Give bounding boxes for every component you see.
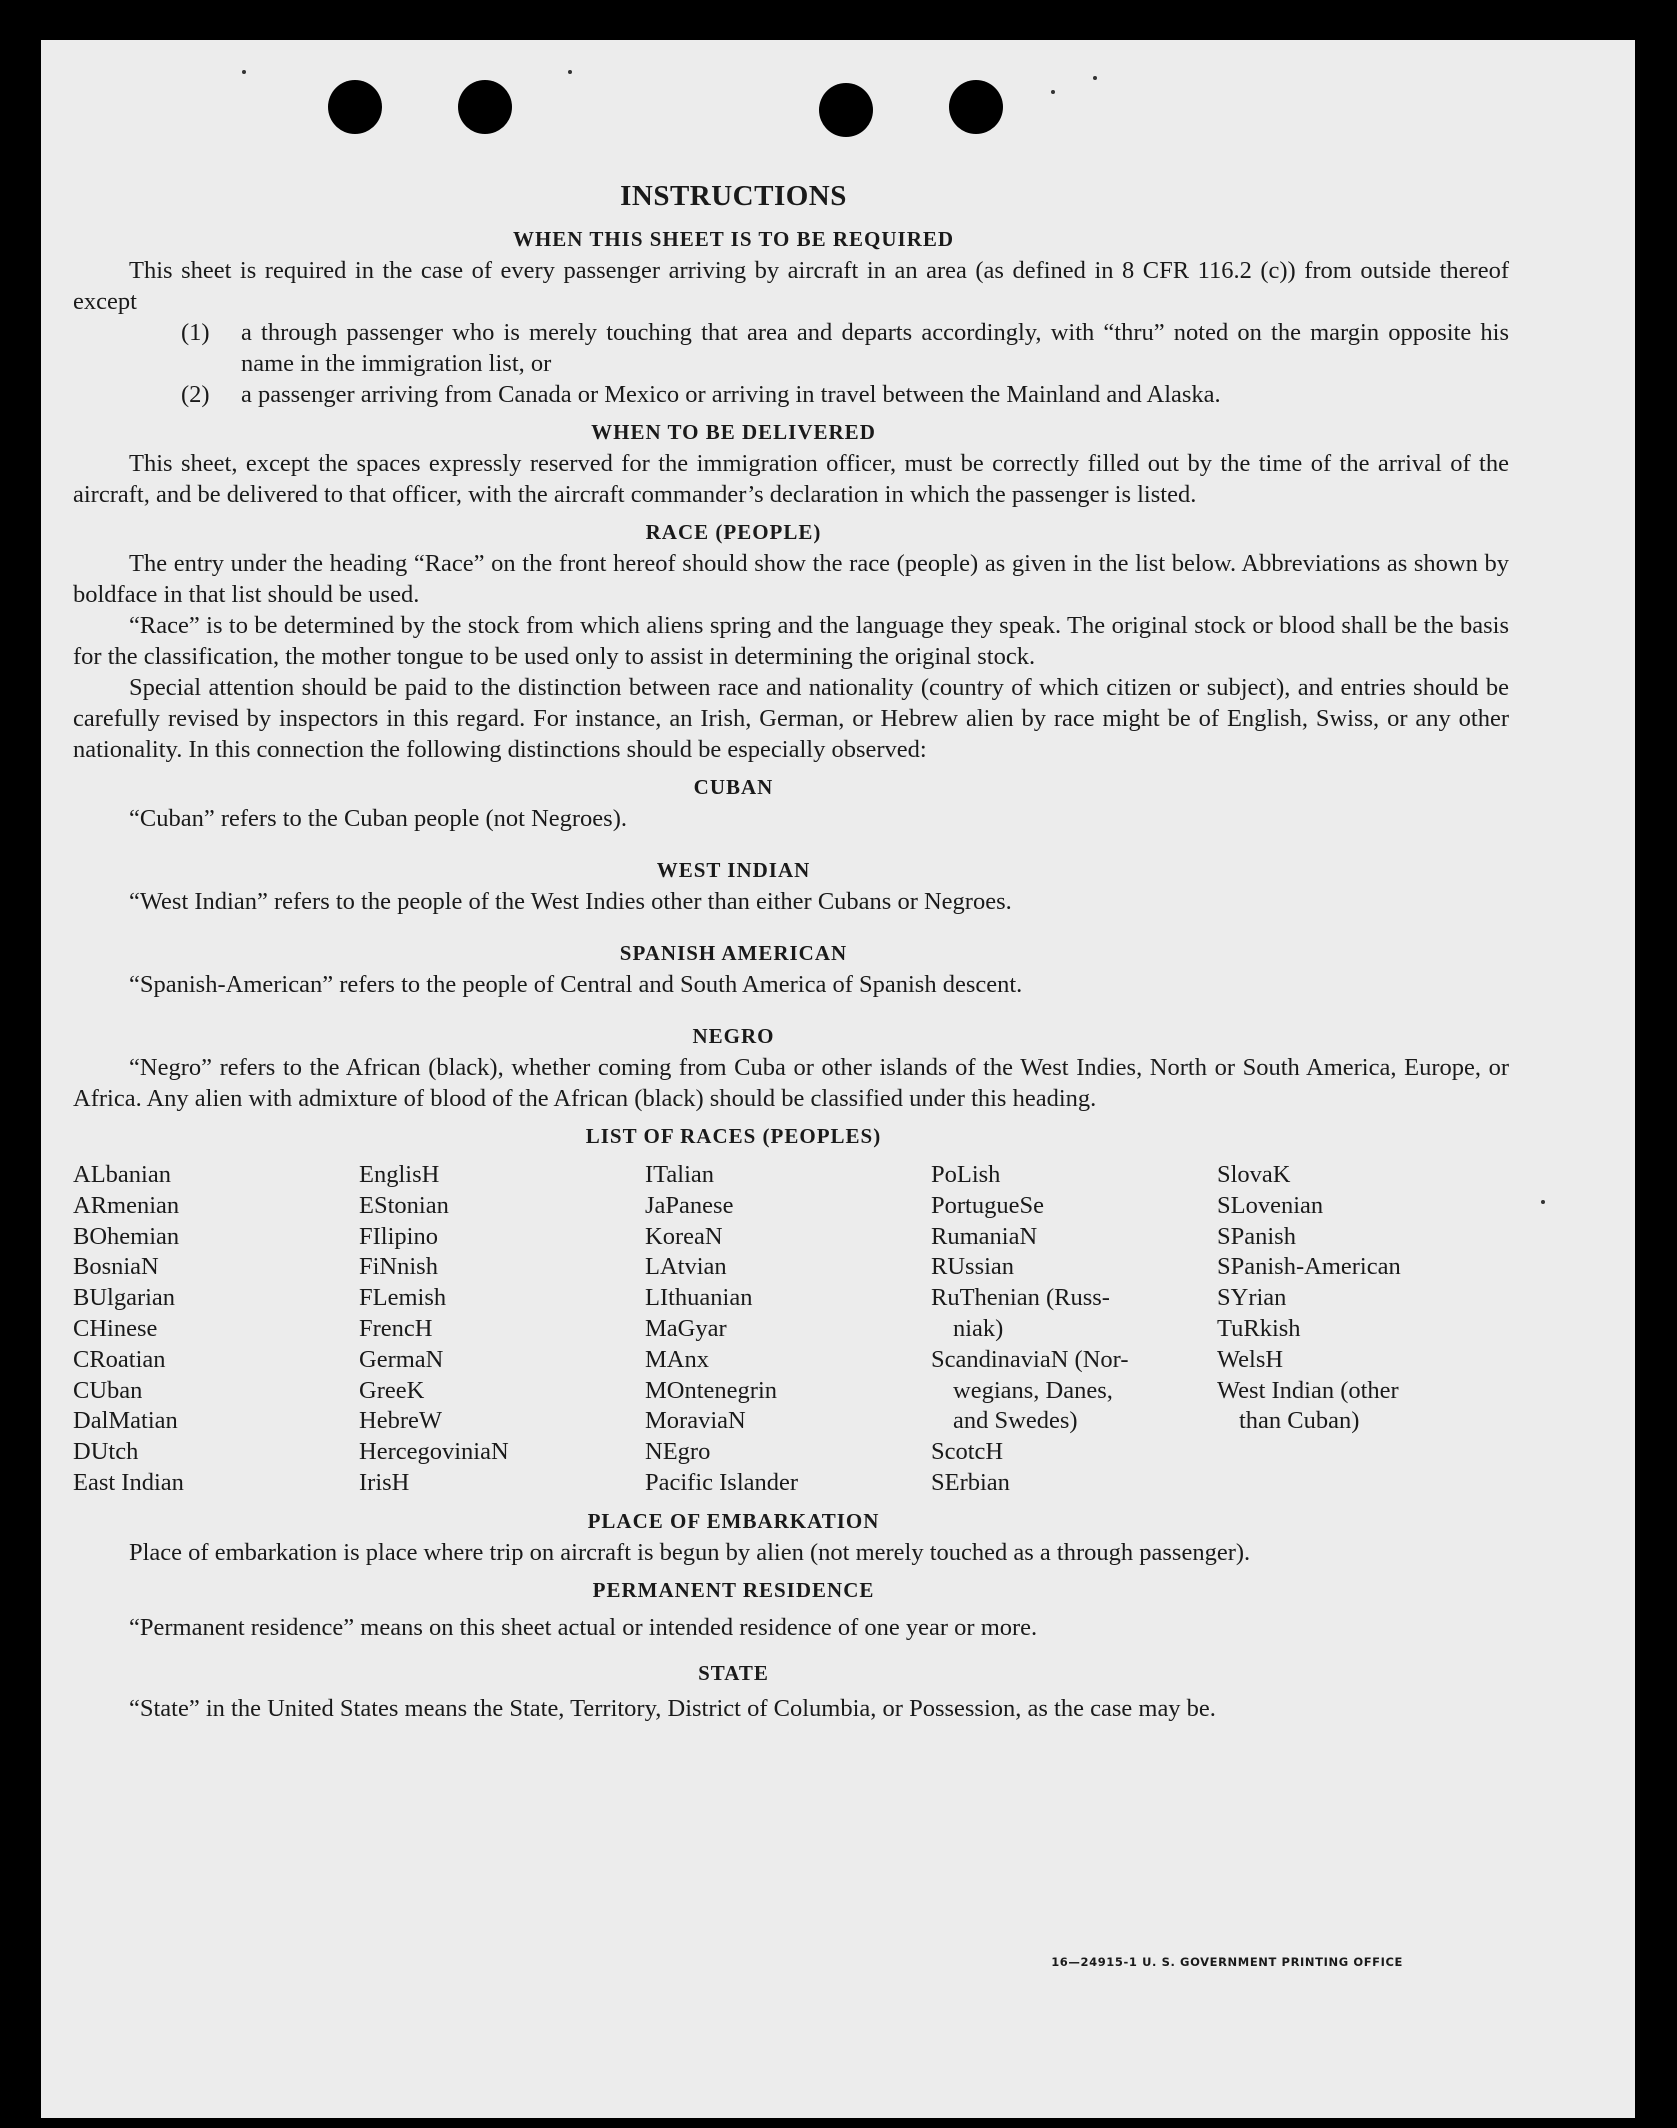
race-paragraph-2: “Race” is to be determined by the stock from which aliens spring and the language they speak. The original stock or blood shall be the basis for the classification, the mother tongue to be used only to assist in determining the original stock. <box>73 612 1509 670</box>
race-entry: RumaniaN <box>931 1222 1038 1250</box>
race-entry-continued: than Cuban) <box>1239 1407 1360 1435</box>
delivered-text: This sheet, except the spaces expressly reserved for the immigration officer, must be correctly filled out by the time of the arrival of the aircraft, and be delivered to that officer, with the aircraft commander’s declaration in which the passenger is listed. <box>73 450 1509 508</box>
race-entry: FrencH <box>359 1314 433 1342</box>
races-column-4 <box>931 1160 1217 1499</box>
race-entry: FLemish <box>359 1284 447 1312</box>
heading-residence: PERMANENT RESIDENCE <box>592 1577 875 1602</box>
race-entry: ScotcH <box>931 1438 1004 1466</box>
required-intro: This sheet is required in the case of every passenger arriving by aircraft in an area (as defined in 8 CFR 116.2 (c)) from outside thereof except <box>73 257 1509 315</box>
item-number: (2) <box>181 381 210 408</box>
race-entry-continued: niak) <box>953 1314 1004 1342</box>
race-entry: ITalian <box>645 1161 715 1188</box>
race-entry: HercegoviniaN <box>359 1438 509 1466</box>
heading-required: WHEN THIS SHEET IS TO BE REQUIRED <box>512 227 955 251</box>
item-text: a passenger arriving from Canada or Mexico or arriving in travel between the Mainland and Alaska. <box>241 381 1221 408</box>
race-entry: RuThenian (Russ- <box>931 1284 1110 1312</box>
heading-embarkation: PLACE OF EMBARKATION <box>587 1508 880 1533</box>
race-entry: West Indian (other <box>1217 1376 1399 1404</box>
race-entry: PoLish <box>931 1161 1001 1188</box>
item-text: a through passenger who is merely touching that area and departs accordingly, with “thru” noted on the margin opposite his name in the immigration list, or <box>241 319 1509 377</box>
race-entry: SPanish <box>1217 1222 1296 1250</box>
race-entry: FiNnish <box>359 1253 438 1281</box>
spanish-american-text: “Spanish-American” refers to the people of Central and South America of Spanish descent. <box>129 971 1023 998</box>
page-title: INSTRUCTIONS <box>620 180 847 212</box>
heading-state: STATE <box>698 1660 769 1685</box>
race-entry: SPanish-American <box>1217 1253 1401 1281</box>
race-entry: JaPanese <box>645 1191 734 1219</box>
document-page <box>41 40 1635 2118</box>
race-entry: CRoatian <box>73 1345 166 1373</box>
race-entry: WelsH <box>1217 1345 1284 1373</box>
race-entry: BosniaN <box>73 1253 159 1281</box>
race-entry: East Indian <box>73 1468 184 1496</box>
race-entry: SYrian <box>1217 1284 1287 1312</box>
race-entry: Pacific Islander <box>645 1468 799 1496</box>
race-entry: BUlgarian <box>73 1284 176 1312</box>
race-entry: MOntenegrin <box>645 1376 777 1404</box>
embarkation-text: Place of embarkation is place where trip on aircraft is begun by alien (not merely touched as a through passenger). <box>129 1538 1251 1566</box>
race-entry: GermaN <box>359 1345 444 1373</box>
race-entry: SLovenian <box>1217 1191 1324 1219</box>
race-entry: CUban <box>73 1376 143 1404</box>
heading-west-indian: WEST INDIAN <box>656 858 811 882</box>
race-entry: MoraviaN <box>645 1407 746 1435</box>
races-list <box>73 1160 1509 1499</box>
race-entry: EStonian <box>359 1191 449 1219</box>
race-entry: BOhemian <box>73 1222 180 1250</box>
race-entry: MAnx <box>645 1345 709 1373</box>
heading-race: RACE (PEOPLE) <box>645 520 822 544</box>
race-entry: RUssian <box>931 1253 1015 1281</box>
instructions-content <box>73 40 1509 1724</box>
race-entry: LAtvian <box>645 1253 727 1281</box>
exception-item-2 <box>181 379 1509 410</box>
race-entry: SErbian <box>931 1468 1010 1496</box>
race-entry: DUtch <box>73 1438 139 1466</box>
west-indian-text: “West Indian” refers to the people of the West Indies other than either Cubans or Negroes. <box>129 888 1012 915</box>
race-entry: ALbanian <box>73 1161 171 1188</box>
state-text: “State” in the United States means the State, Territory, District of Columbia, or Possession, as the case may be. <box>129 1694 1216 1722</box>
race-entry: NEgro <box>645 1438 711 1466</box>
negro-text: “Negro” refers to the African (black), whether coming from Cuba or other islands of the West Indies, North or South America, Europe, or Africa. Any alien with admixture of blood of the African (black) should be classified under this heading. <box>73 1054 1509 1112</box>
exception-item-1 <box>181 317 1509 379</box>
race-paragraph-3: Special attention should be paid to the distinction between race and nationality (country of which citizen or subject), and entries should be carefully revised by inspectors in this regard. For instance, an Irish, German, or Hebrew alien by race might be of English, Swiss, or any other nationality. In this connection the following distinctions should be especially observed: <box>73 674 1509 763</box>
race-entry: TuRkish <box>1217 1314 1301 1342</box>
race-entry: MaGyar <box>645 1314 727 1342</box>
race-entry: IrisH <box>359 1468 410 1496</box>
race-entry: GreeK <box>359 1376 425 1404</box>
cuban-text: “Cuban” refers to the Cuban people (not Negroes). <box>129 805 627 832</box>
race-entry: HebreW <box>359 1407 442 1435</box>
race-paragraph-1: The entry under the heading “Race” on the front hereof should show the race (people) as given in the list below. Abbreviations as shown by boldface in that list should be used. <box>73 550 1509 608</box>
race-entry: FIlipino <box>359 1222 438 1250</box>
race-entry: KoreaN <box>645 1222 723 1250</box>
residence-text: “Permanent residence” means on this sheet actual or intended residence of one year or more. <box>129 1613 1038 1641</box>
race-entry: DalMatian <box>73 1407 178 1435</box>
race-entry-continued: and Swedes) <box>953 1407 1078 1435</box>
race-entry: CHinese <box>73 1314 158 1342</box>
heading-spanish-american: SPANISH AMERICAN <box>619 941 848 965</box>
race-entry-continued: wegians, Danes, <box>953 1376 1113 1404</box>
race-entry: SlovaK <box>1217 1161 1291 1188</box>
heading-cuban: CUBAN <box>693 775 774 799</box>
races-column-5 <box>1217 1160 1503 1499</box>
heading-delivered: WHEN TO BE DELIVERED <box>591 420 876 444</box>
heading-list-of-races: LIST OF RACES (PEOPLES) <box>585 1124 882 1148</box>
race-entry: EnglisH <box>359 1161 440 1188</box>
race-entry: PortugueSe <box>931 1191 1044 1219</box>
races-column-2 <box>359 1160 645 1499</box>
races-column-1 <box>73 1160 359 1499</box>
race-entry: LIthuanian <box>645 1284 753 1312</box>
races-column-3 <box>645 1160 931 1499</box>
speck <box>1541 1200 1545 1204</box>
item-number: (1) <box>181 319 210 346</box>
heading-negro: NEGRO <box>692 1024 775 1048</box>
race-entry: ARmenian <box>73 1191 180 1219</box>
race-entry: ScandinaviaN (Nor- <box>931 1345 1129 1373</box>
printing-office-footer: 16—24915-1 U. S. GOVERNMENT PRINTING OFFICE <box>1051 1955 1403 1969</box>
